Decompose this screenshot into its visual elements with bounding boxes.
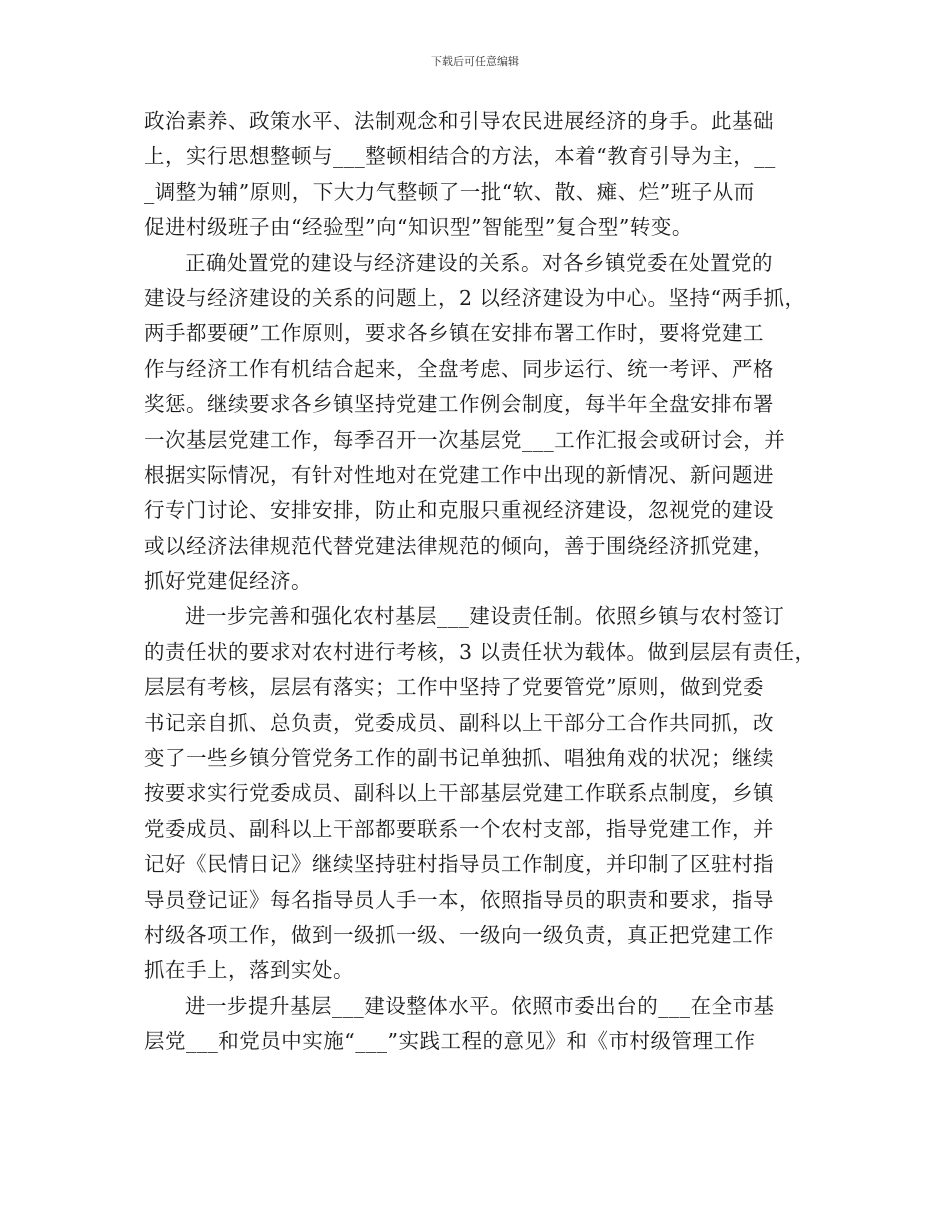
text-line: 党委成员、副科以上干部都要联系一个农村支部，指导党建工作，并	[144, 816, 774, 841]
text-line: 导员登记证》每名指导员人手一本，依照指导员的职责和要求，指导	[144, 887, 774, 912]
text-line: 书记亲自抓、总负责，党委成员、副科以上干部分工合作共同抓，改	[144, 710, 774, 735]
text-line: 按要求实行党委成员、副科以上干部基层党建工作联系点制度，乡镇	[144, 781, 774, 806]
text-line: 或以经济法律规范代替党建法律规范的倾向，善于围绕经济抓党建，	[144, 533, 774, 558]
text-line: 抓好党建促经济。	[144, 569, 312, 594]
text-line: 作与经济工作有机结合起来，全盘考虑、同步运行、统一考评、严格	[144, 356, 774, 381]
text-line: 两手都要硬”工作原则，要求各乡镇在安排布署工作时，要将党建工	[144, 321, 764, 346]
text-line: 记好《民情日记》继续坚持驻村指导员工作制度，并印制了区驻村指	[144, 852, 774, 877]
text-line: 进一步完善和强化农村基层___建设责任制。依照乡镇与农村签订	[185, 604, 785, 629]
document-body	[144, 104, 816, 1060]
text-line: 变了一些乡镇分管党务工作的副书记单独抓、唱独角戏的状况；继续	[144, 746, 774, 771]
text-line: 促进村级班子由“经验型”向“知识型”智能型”复合型”转变。	[144, 215, 693, 240]
text-line: 层党___和党员中实施“___”实践工程的意见》和《市村级管理工作	[144, 1029, 756, 1054]
text-line: 行专门讨论、安排安排，防止和克服只重视经济建设，忽视党的建设	[144, 498, 774, 523]
text-line: 层层有考核，层层有落实；工作中坚持了党要管党”原则，做到党委	[144, 675, 764, 700]
text-line: 一次基层党建工作，每季召开一次基层党___工作汇报会或研讨会，并	[144, 427, 786, 452]
text-line: 正确处置党的建设与经济建设的关系。对各乡镇党委在处置党的	[185, 250, 773, 275]
text-line: _调整为辅”原则，下大力气整顿了一批“软、散、瘫、烂”班子从而	[144, 179, 755, 204]
text-line: 建设与经济建设的关系的问题上，2 以经济建设为中心。坚持“两手抓，	[144, 285, 806, 310]
page-header: 下载后可任意编辑	[431, 55, 519, 68]
text-line: 抓在手上，落到实处。	[144, 958, 354, 983]
text-line: 村级各项工作，做到一级抓一级、一级向一级负责，真正把党建工作	[144, 922, 774, 947]
text-line: 奖惩。继续要求各乡镇坚持党建工作例会制度，每半年全盘安排布署	[144, 392, 774, 417]
text-line: 的责任状的要求对农村进行考核，3 以责任状为载体。做到层层有责任，	[144, 639, 816, 664]
text-line: 进一步提升基层___建设整体水平。依照市委出台的___在全市基	[185, 993, 775, 1018]
text-line: 上，实行思想整顿与___整顿相结合的方法，本着“教育引导为主，__	[144, 144, 776, 169]
text-line: 政治素养、政策水平、法制观念和引导农民进展经济的身手。此基础	[144, 109, 774, 133]
text-line: 根据实际情况，有针对性地对在党建工作中出现的新情况、新问题进	[144, 462, 774, 487]
